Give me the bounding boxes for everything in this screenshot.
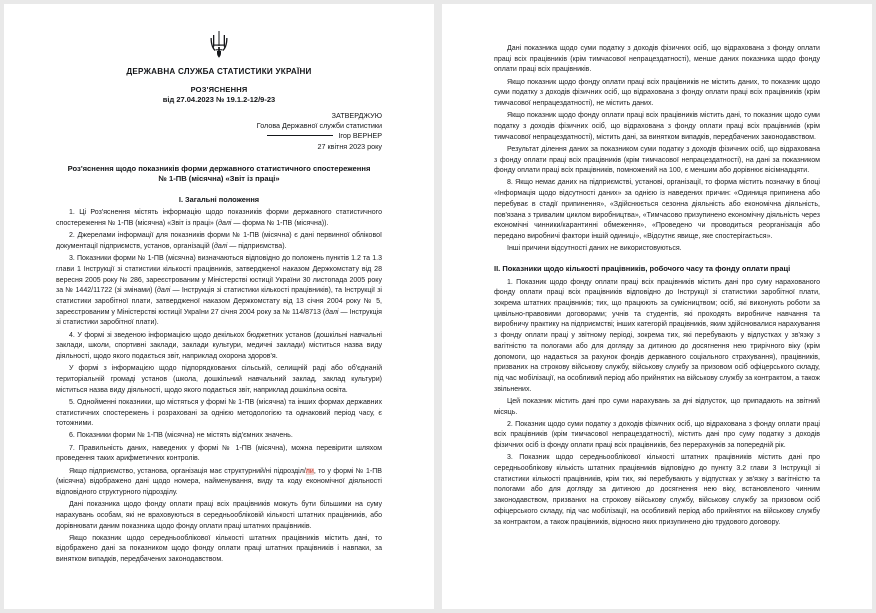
- paragraph: 3. Показник щодо середньооблікової кількості штатних працівників містить дані про середньооблікову кількість штатних працівників відповідно до пункту 3.2 глави 3 Інструкції зі статистики кількості працівників, крім тих, які перебувають у відпустках у зв'язку з вагітністю та пологами або для догляду за дитиною до досягнення нею віку, встановленого чинним законодавством, призваних на строкову військову службу, військову службу за призовом осіб офіцерського складу, під час мобілізації, на особливий період або прийнятих на військову службу за контрактом, а також працівників, відносно яких призупинено дію трудового договору.: [494, 454, 820, 526]
- paragraph: 8. Якщо немає даних на підприємстві, установі, організації, то форма містить позначку в блоці «Інформація щодо відсутності даних» за однією із наведених причин: «Одиниця припинена або перебуває в стадії припинення», «Здійснюється сезонна діяльність або економічна діяльність, пов'язана з тривалим циклом виробництва», «Тимчасово призупинено економічну діяльність через економічні чинники/карантинні обмеження», «Проведено чи проводиться реорганізація або передано виробничі фактори іншій одиниці», «Відсутнє явище, яке спостерігається».: [494, 179, 820, 240]
- signature-rule: [267, 135, 333, 136]
- paragraph: 3. Показники форми № 1-ПВ (місячна) визначаються відповідно до положень пунктів 1.2 та 1.3 глави 1 Інструкції зі статистики кількості працівників, затвердженої наказом Держкомстату від 28 вересня 2005 року № 286, зареєстрованим у Міністерстві юстиції України 30 листопада 2005 року за № 1442/11722 (зі змінами) (далі — Інструкція зі статистики кількості працівників), та Інструкції зі статистики заробітної плати, затвердженої наказом Держкомстату від 13 січня 2004 року № 5, зареєстрованим у Міністерстві юстиції України 27 січня 2004 року за № 114/8713 (далі — Інструкція зі статистики заробітної плати).: [56, 255, 382, 327]
- page-title-line-1: Роз'яснення щодо показників форми державного статистичного спостереження: [67, 163, 371, 173]
- paragraph: 2. Джерелами інформації для показників форми № 1-ПВ (місячна) є дані первинної облікової документації підприємств, установ, організацій (далі — підприємства).: [56, 232, 382, 250]
- page-title: [56, 164, 382, 185]
- paragraph: Цей показник містить дані про суми нарахувань за дні відпусток, що припадають на звітний місяць.: [494, 397, 820, 416]
- tracked-change-highlight[interactable]: ли: [305, 467, 314, 475]
- paragraph: 1. Показник щодо фонду оплати праці всіх працівників містить дані про суму нарахованого фонду оплати праці всіх працівників відповідно до Інструкції зі статистики заробітної плати, зокрема штатних працівників; тих, що працюють за сумісництвом; осіб, які виконують роботи за цивільно-правовими договорами; учнів та студентів, які проходять виробниче навчання та виробничу практику на підприємстві; інших категорій працівників, яким здійснювалися нарахування з фонду оплати праці у звітному періоді, зокрема тих, які перебувають у відпустках у зв'язку з вагітністю та пологами або для догляду за дитиною до досягнення нею трирічного віку (крім допомоги, що надається за рахунок фондів державного соціального страхування), працівників, призваних на строкову військову службу, військову службу за призовом осіб офіцерського складу, під час мобілізації, на особливий період або прийнятих на військову службу за контрактом, а також звільнених.: [494, 278, 820, 393]
- approval-block: [56, 111, 382, 152]
- section-heading-i: I. Загальні положення: [178, 195, 260, 205]
- paragraph: 6. Показники форми № 1-ПВ (місячна) не містять від'ємних значень.: [69, 432, 293, 440]
- paragraph: 5. Однойменні показники, що містяться у формі № 1-ПВ (місячна) та інших формах державних статистичних спостережень і розраховані за однією методологією та однаковий період часу, є тотожними.: [56, 398, 382, 428]
- paragraph: 4. У формі зі зведеною інформацією щодо декількох бюджетних установ (дошкільні навчальні заклади, школи, спортивні заклади, заклади культури, медичні заклади) міститься назва виду діяльності, щодо якого подається звіт, наприклад охорона здоров'я.: [56, 331, 382, 361]
- paragraph: 2. Показник щодо суми податку з доходів фізичних осіб, що відрахована з фонду оплати праці всіх працівників (крім тимчасової непрацездатності), містить дані про суму податку з доходів фізичних осіб із фонду оплати праці всіх працівників, без перерахунків за попередній рік.: [494, 420, 820, 450]
- page-title-line-2: № 1-ПВ (місячна) «Звіт із праці»: [158, 174, 280, 184]
- ukrainian-trident-emblem: [56, 30, 382, 60]
- paragraph: У формі з інформацією щодо підпорядкованих сільській, селищній раді або об'єднаній територіальній громаді установ (школа, дошкільний навчальний заклад, заклад культури) міститься назва виду діяльності, щодо якого подається звіт, наприклад дошкільна освіта.: [56, 365, 382, 394]
- highlight-before: Якщо підприємство, установа, організація має структурний/ні підрозділ/: [69, 467, 306, 475]
- section-heading-ii: II. Показники щодо кількості працівників, робочого часу та фонду оплати праці: [494, 263, 791, 273]
- approval-date: 27 квітня 2023 року: [317, 141, 382, 151]
- document-page-1[interactable]: [4, 4, 434, 609]
- document-kind: РОЗ'ЯСНЕННЯ: [190, 85, 248, 94]
- paragraph: 1. Ці Роз'яснення містять інформацію щодо показників форми державного статистичного спостереження № 1-ПВ (місячна) «Звіт із праці» (далі — форма № 1-ПВ (місячна)).: [56, 209, 382, 228]
- organization-title: ДЕРЖАВНА СЛУЖБА СТАТИСТИКИ УКРАЇНИ: [126, 67, 312, 76]
- paragraph: Інші причини відсутності даних не використовуються.: [507, 245, 682, 253]
- paragraph: Результат ділення даних за показником суми податку з доходів фізичних осіб, що відрахована з фонду оплати праці всіх працівників (крім тимчасової непрацездатності), на дані за показником фонду оплати праці всіх працівників, помножений на 100, є меншим або дорівнює вісімнадцяти.: [494, 145, 820, 175]
- paragraph: Дані показника щодо суми податку з доходів фізичних осіб, що відрахована з фонду оплати праці всіх працівників (крім тимчасової непрацездатності), менше даних показника щодо фонду оплати праці всіх працівників.: [494, 45, 820, 74]
- approval-position: Голова Державної служби статистики: [256, 121, 382, 131]
- approval-word: ЗАТВЕРДЖУЮ: [331, 111, 382, 120]
- paragraph-with-highlight: [56, 467, 382, 499]
- approval-signer: Ігор ВЕРНЕР: [338, 131, 382, 141]
- paragraph: 7. Правильність даних, наведених у формі № 1-ПВ (місячна), можна перевірити шляхом проведення таких арифметичних контролів.: [56, 444, 382, 463]
- document-number: від 27.04.2023 № 19.1.2-12/9-23: [162, 95, 276, 104]
- paragraph: Якщо показник щодо середньооблікової кількості штатних працівників містить дані, то відображено дані за показником щодо фонду оплати праці штатних працівників і навпаки, за винятком випадків, передбачених законодавством.: [56, 534, 382, 564]
- highlight-after: , то у формі № 1-ПВ (місячна) відображено дані щодо номера, найменування, виду та коду економічної діяльності відповідного структурного підрозділу.: [56, 467, 382, 496]
- document-page-2[interactable]: [442, 4, 872, 609]
- approval-signature-line: [56, 131, 382, 141]
- paragraph: Якщо показник щодо фонду оплати праці всіх працівників містить дані, то показник щодо суми податку з доходів фізичних осіб, що відрахована з фонду оплати праці всіх працівників (крім тимчасової непрацездатності), містить дані, за винятком випадків, передбачених законодавством.: [494, 112, 820, 141]
- paragraph: Дані показника щодо фонду оплати праці всіх працівників можуть бути більшими на суму нарахувань особам, які не враховуються в середньообліковій кількості штатних працівників, або дорівнювати даним показника щодо фонду оплати праці штатних працівників.: [56, 501, 382, 530]
- paragraph: Якщо показник щодо фонду оплати праці всіх працівників не містить даних, то показник щодо суми податку з доходів фізичних осіб, що відрахована з фонду оплати праці всіх працівників (крім тимчасової непрацездатності), не містить даних.: [494, 78, 820, 108]
